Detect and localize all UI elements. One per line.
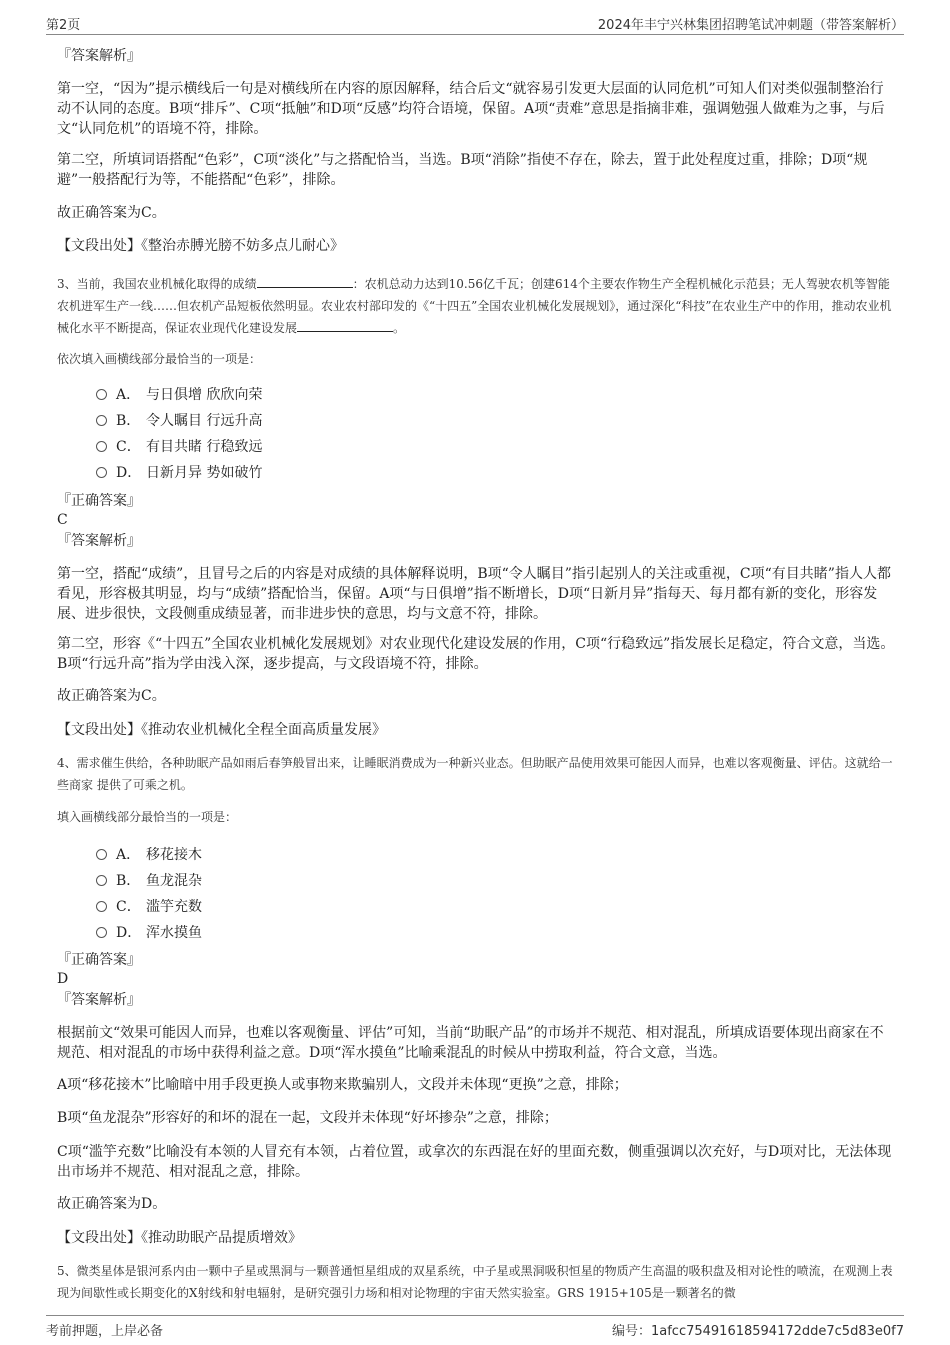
q4-answer: D [57,971,69,987]
q3-stem-part-a: 3、当前，我国农业机械化取得的成绩 [57,277,257,291]
radio-icon[interactable] [96,389,107,400]
q3-option-a[interactable]: A． 与日俱增 欣欣向荣 [96,385,262,405]
radio-icon[interactable] [96,415,107,426]
radio-icon[interactable] [96,467,107,478]
q4-stem: 4、需求催生供给，各种助眠产品如雨后春笋般冒出来，让睡眠消费成为一种新兴业态。但助眠产品使用效果可能因人而异，也难以客观衡量、评估。这就给一些商家 提供了可乘之机。 [57,756,893,792]
q4-analysis-1: 根据前文“效果可能因人而异，也难以客观衡量、评估”可知，当前“助眠产品”的市场并不规范、相对混乱，所填成语要体现出商家在不规范、相对混乱的市场中获得利益之意。D项“浑水摸鱼”比喻乘混乱的时候从中捞取利益，符合文意，当选。 [57,1025,884,1061]
q4-option-a[interactable]: A． 移花接木 [96,845,202,865]
document-code: 编号：1afcc75491618594172dde7c5d83e0f7 [611,1324,904,1339]
page-footer [46,1315,904,1338]
q3-answer: C [57,512,68,528]
q5-stem: 5、微类星体是银河系内由一颗中子星或黑洞与一颗普通恒星组成的双星系统，中子星或黑洞吸积恒星的物质产生高温的吸积盘及相对论性的喷流，在观测上表现为间歇性或长期变化的X射线和射电辐射，是研究强引力场和相对论物理的宇宙天然实验室。GRS 1915+105是一颗著名的微 [57,1264,893,1300]
q3-option-c[interactable]: C． 有目共睹 行稳致远 [96,437,262,457]
q3-blank-1 [257,275,353,288]
q2-source: 【文段出处】《整治赤膊光膀不妨多点儿耐心》 [57,238,344,254]
q4-prompt: 填入画横线部分最恰当的一项是： [57,810,238,824]
q3-conclusion: 故正确答案为C。 [57,688,166,704]
radio-icon[interactable] [96,927,107,938]
q4-option-d[interactable]: D． 浑水摸鱼 [96,923,202,943]
q3-stem-part-b: ：农机总动力达到10.56亿千瓦；创建614个主要农作物生产全程机械化示范县；无人驾驶农机等智能农机进军生产一线……但农机产品短板依然明显。农业农村部印发的《“十四五”全国农业机械化发展规划》，通过深化“科技”在农业生产中的作用，推动农业机械化水平不断提高，保证农业现代化建设发展 [57,277,892,335]
q2-conclusion: 故正确答案为C。 [57,205,166,221]
page-header [46,14,904,35]
q4-answer-label: 『正确答案』 [57,952,141,968]
q4-analysis-3: B项“鱼龙混杂”形容好的和坏的混在一起，文段并未体现“好坏掺杂”之意，排除； [57,1110,558,1126]
q3-analysis-2: 第二空，形容《“十四五”全国农业机械化发展规划》对农业现代化建设发展的作用，C项“行稳致远”指发展长足稳定，符合文意，当选。B项“行远升高”指为学由浅入深，逐步提高，与文段语境不符，排除。 [57,636,895,672]
radio-icon[interactable] [96,875,107,886]
q3-stem-part-c: 。 [393,321,406,335]
radio-icon[interactable] [96,849,107,860]
q4-analysis-4: C项“滥竽充数”比喻没有本领的人冒充有本领，占着位置，或拿次的东西混在好的里面充数，侧重强调以次充好，与D项对比，无法体现出市场并不规范、相对混乱之意，排除。 [57,1144,892,1180]
q4-source: 【文段出处】《推动助眠产品提质增效》 [57,1230,302,1246]
q3-stem [57,273,895,339]
q3-source: 【文段出处】《推动农业机械化全程全面高质量发展》 [57,722,386,738]
q4-conclusion: 故正确答案为D。 [57,1196,167,1212]
q3-analysis-label: 『答案解析』 [57,533,141,549]
q3-option-d[interactable]: D． 日新月异 势如破竹 [96,463,262,483]
document-title: 2024年丰宁兴林集团招聘笔试冲刺题（带答案解析） [597,18,904,33]
q3-option-b[interactable]: B． 令人瞩目 行远升高 [96,411,262,431]
q4-analysis-2: A项“移花接木”比喻暗中用手段更换人或事物来欺骗别人，文段并未体现“更换”之意，排除； [57,1077,628,1093]
radio-icon[interactable] [96,901,107,912]
q2-analysis-2: 第二空，所填词语搭配“色彩”，C项“淡化”与之搭配恰当，当选。B项“消除”指使不存在，除去，置于此处程度过重，排除；D项“规避”一般搭配行为等，不能搭配“色彩”，排除。 [57,152,868,188]
q4-option-b[interactable]: B． 鱼龙混杂 [96,871,202,891]
q3-prompt: 依次填入画横线部分最恰当的一项是： [57,352,262,366]
radio-icon[interactable] [96,441,107,452]
q2-analysis-label: 『答案解析』 [57,48,141,64]
q3-answer-label: 『正确答案』 [57,493,141,509]
page-number: 第2页 [46,18,81,33]
q2-analysis-1: 第一空，“因为”提示横线后一句是对横线所在内容的原因解释，结合后文“就容易引发更大层面的认同危机”可知人们对类似强制整治行动不认同的态度。B项“排斥”、C项“抵触”和D项“反感”均符合语境，保留。A项“责难”意思是指摘非难，强调勉强人做难为之事，与后文“认同危机”的语境不符，排除。 [57,81,885,137]
footer-slogan: 考前押题，上岸必备 [46,1324,164,1339]
q3-blank-2 [297,319,393,332]
q4-analysis-label: 『答案解析』 [57,992,141,1008]
q4-option-c[interactable]: C． 滥竽充数 [96,897,202,917]
q3-analysis-1: 第一空，搭配“成绩”，且冒号之后的内容是对成绩的具体解释说明，B项“令人瞩目”指引起别人的关注或重视，C项“有目共睹”指人人都看见，形容极其明显，均与“成绩”搭配恰当，保留。A项“与日俱增”指不断增长，D项“日新月异”指每天、每月都有新的变化，形容发展、进步很快，文段侧重成绩显著，而非进步快的意思，均与文意不符，排除。 [57,566,891,622]
